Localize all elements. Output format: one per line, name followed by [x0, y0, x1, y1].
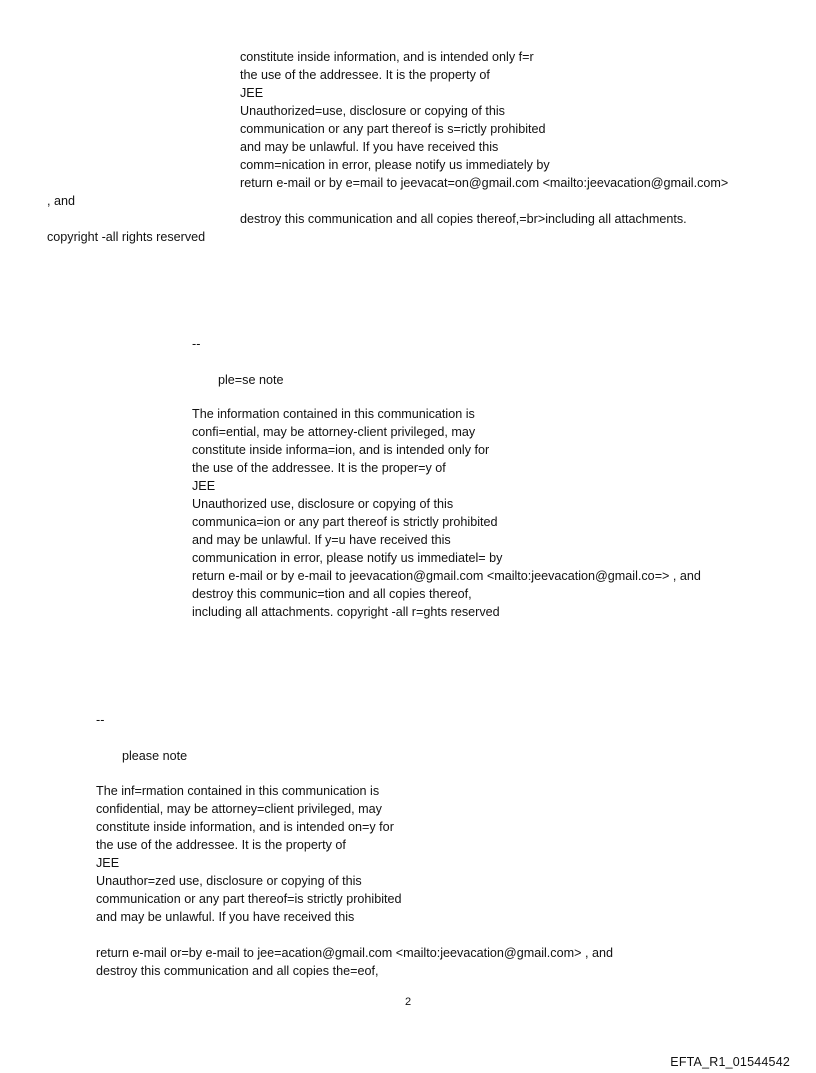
document-id: EFTA_R1_01544542 — [670, 1055, 790, 1069]
section2-disclaimer-block — [192, 405, 701, 621]
section2-line: and may be unlawful. If y=u have received this — [192, 533, 451, 547]
section1-line: the use of the addressee. It is the property of — [240, 68, 490, 82]
section3-separator: -- — [96, 713, 105, 727]
section1-and-line: , and — [47, 194, 76, 208]
section3-line: JEE — [96, 856, 120, 870]
section3-tail-line: return e-mail or=by e-mail to jee=acation@gmail.com <mailto:jeevacation@gmail.com> , and — [96, 946, 613, 960]
section3-line: The inf=rmation contained in this communication is — [96, 784, 380, 798]
section2-line: The information contained in this communication is — [192, 407, 475, 421]
section3-disclaimer-block — [96, 782, 402, 926]
section1-copyright-line: copyright -all rights reserved — [47, 230, 206, 244]
section3-tail-block — [96, 944, 613, 980]
section1-destroy-line: destroy this communication and all copies thereof,=br>including all attachments. — [240, 212, 687, 226]
section3-line: and may be unlawful. If you have received this — [96, 910, 355, 924]
section3-line: communication or any part thereof=is strictly prohibited — [96, 892, 402, 906]
section1-line: Unauthorized=use, disclosure or copying of this — [240, 104, 505, 118]
section1-line: JEE — [240, 86, 264, 100]
section2-line: destroy this communic=tion and all copies thereof, — [192, 587, 472, 601]
section2-separator: -- — [192, 337, 201, 351]
section2-line: the use of the addressee. It is the proper=y of — [192, 461, 446, 475]
page-number: 2 — [404, 996, 412, 1008]
section2-line: confi=ential, may be attorney-client privileged, may — [192, 425, 476, 439]
section1-line: and may be unlawful. If you have received this — [240, 140, 499, 154]
section3-line: confidential, may be attorney=client privileged, may — [96, 802, 382, 816]
section1-line: constitute inside information, and is intended only f=r — [240, 50, 534, 64]
section1-disclaimer-block — [240, 48, 728, 192]
section2-line: communica=ion or any part thereof is strictly prohibited — [192, 515, 498, 529]
section2-line: communication in error, please notify us immediatel= by — [192, 551, 503, 565]
section2-line: Unauthorized use, disclosure or copying of this — [192, 497, 454, 511]
section3-line: Unauthor=zed use, disclosure or copying of this — [96, 874, 362, 888]
section2-line: constitute inside informa=ion, and is intended only for — [192, 443, 490, 457]
section2-line: JEE — [192, 479, 216, 493]
section1-line: communication or any part thereof is s=rictly prohibited — [240, 122, 546, 136]
section3-line: constitute inside information, and is intended on=y for — [96, 820, 394, 834]
section3-note: please note — [122, 749, 188, 763]
section3-tail-line: destroy this communication and all copies the=eof, — [96, 964, 379, 978]
section1-line: comm=nication in error, please notify us immediately by — [240, 158, 550, 172]
section2-line: return e-mail or by e-mail to jeevacation@gmail.com <mailto:jeevacation@gmail.co=> , and — [192, 569, 701, 583]
section2-note: ple=se note — [218, 373, 284, 387]
section3-line: the use of the addressee. It is the property of — [96, 838, 346, 852]
section1-line: return e-mail or by e=mail to jeevacat=on@gmail.com <mailto:jeevacation@gmail.com> — [240, 176, 729, 190]
section2-line: including all attachments. copyright -all r=ghts reserved — [192, 605, 500, 619]
